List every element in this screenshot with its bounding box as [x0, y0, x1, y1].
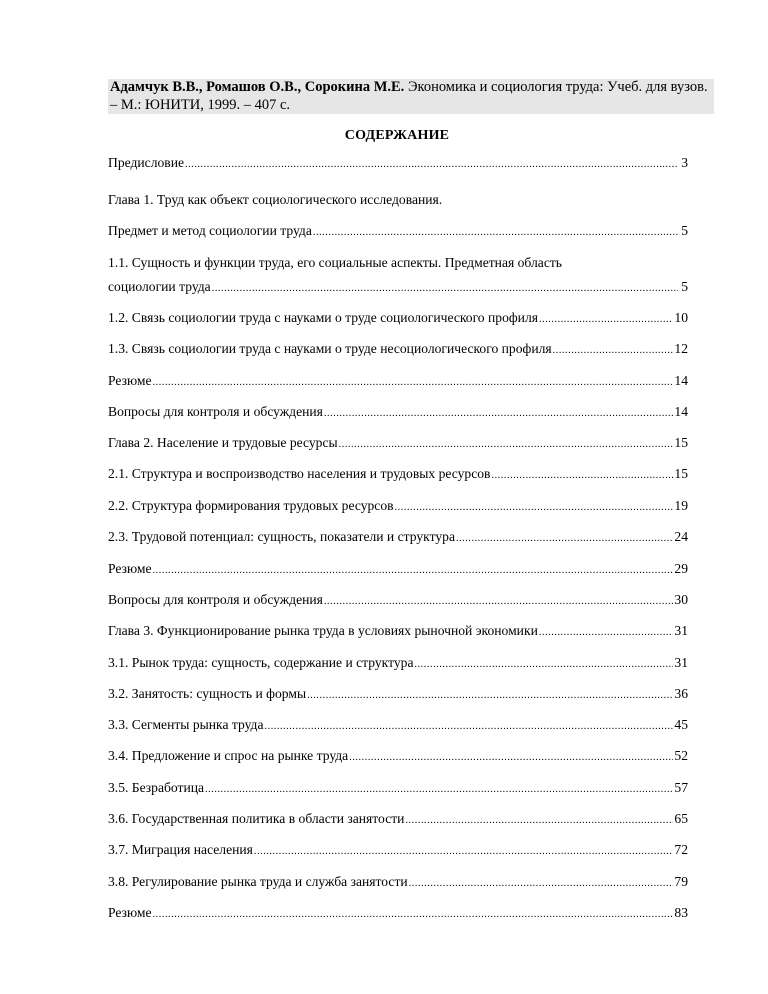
toc-entry-page: 5 [681, 223, 688, 238]
citation-authors: Адамчук В.В., Ромашов О.В., Сорокина М.Е. [110, 79, 405, 95]
toc-entry-page: 31 [674, 655, 688, 670]
toc-entry-page: 65 [674, 811, 688, 826]
dot-leader [395, 502, 674, 513]
dot-leader [456, 533, 673, 544]
dot-leader [349, 752, 673, 763]
toc-entry-label: 1.3. Связь социологии труда с науками о труде несоциологического профиля [108, 341, 552, 356]
toc-entry-page: 45 [674, 717, 688, 732]
toc-entry-label: Вопросы для контроля и обсуждения [108, 404, 323, 419]
toc-entry-page: 15 [674, 435, 688, 450]
toc-entry-3-7 [108, 842, 688, 862]
toc-entry-1-2 [108, 310, 688, 330]
toc-entry-preface [108, 155, 688, 175]
toc-entry-label: 3.2. Занятость: сущность и формы [108, 686, 307, 701]
toc-entry-label: 3.7. Миграция населения [108, 842, 253, 857]
toc-entry-2-2 [108, 498, 688, 518]
toc-entry-label: Глава 2. Население и трудовые ресурсы [108, 435, 338, 450]
toc-entry-summary-1 [108, 373, 688, 393]
toc-entry-label: Вопросы для контроля и обсуждения [108, 592, 323, 607]
toc-entry-page: 79 [674, 874, 688, 889]
toc-entry-label: 3.8. Регулирование рынка труда и служба занятости [108, 874, 408, 889]
toc-entry-3-6 [108, 811, 688, 831]
toc-entry-label: Предмет и метод социологии труда [108, 223, 312, 238]
citation-details: Экономика и социология труда: Учеб. для вузов. – М.: ЮНИТИ, 1999. – 407 с. [110, 79, 708, 113]
dot-leader [414, 659, 673, 670]
toc-entry-3-8 [108, 874, 688, 894]
dot-leader [153, 909, 674, 920]
dot-leader [265, 721, 674, 732]
dot-leader [324, 408, 673, 419]
dot-leader [205, 784, 673, 795]
book-citation [108, 79, 714, 114]
toc-entry-summary-3 [108, 905, 688, 925]
toc-entry-3-4 [108, 748, 688, 768]
toc-entry-page: 72 [674, 842, 688, 857]
toc-entry-label: 1.2. Связь социологии труда с науками о труде социологического профиля [108, 310, 538, 325]
toc-entry-questions-1 [108, 404, 688, 424]
toc-entry-label: Предисловие [108, 155, 185, 170]
toc-entry-ch1-subject [108, 223, 688, 243]
toc-entry-2-1 [108, 466, 688, 486]
toc-entry-label: 3.6. Государственная политика в области занятости [108, 811, 405, 826]
toc-entry-3-2 [108, 686, 688, 706]
dot-leader [539, 314, 673, 325]
toc-entry-1-3 [108, 341, 688, 361]
dot-leader [553, 345, 674, 356]
toc-entry-1-1-line1: 1.1. Сущность и функции труда, его социальные аспекты. Предметная область [108, 255, 562, 270]
toc-entry-summary-2 [108, 561, 688, 581]
dot-leader [491, 470, 673, 481]
dot-leader [539, 627, 674, 638]
toc-entry-page: 5 [681, 279, 688, 294]
toc-entry-page: 19 [674, 498, 688, 513]
toc-entry-3-1 [108, 655, 688, 675]
toc-entry-page: 36 [674, 686, 688, 701]
toc-entry-label: 3.1. Рынок труда: сущность, содержание и структура [108, 655, 414, 670]
toc-entry-label: социологии труда [108, 279, 211, 294]
dot-leader [405, 815, 673, 826]
toc-entry-3-3 [108, 717, 688, 737]
dot-leader [307, 690, 673, 701]
toc-entry-page: 14 [674, 404, 688, 419]
toc-entry-label: 3.5. Безработица [108, 780, 205, 795]
dot-leader [153, 377, 674, 388]
toc-entry-label: 2.2. Структура формирования трудовых ресурсов [108, 498, 394, 513]
dot-leader [313, 227, 678, 238]
toc-entry-page: 24 [674, 529, 688, 544]
toc-entry-page: 29 [674, 561, 688, 576]
toc-entry-page: 52 [674, 748, 688, 763]
toc-entry-label: 3.4. Предложение и спрос на рынке труда [108, 748, 349, 763]
toc-entry-label: Глава 3. Функционирование рынка труда в условиях рыночной экономики [108, 623, 538, 638]
toc-entry-label: 3.3. Сегменты рынка труда [108, 717, 264, 732]
dot-leader [212, 283, 678, 294]
dot-leader [254, 846, 673, 857]
toc-entry-page: 15 [674, 466, 688, 481]
dot-leader [153, 565, 674, 576]
toc-entry-chapter-2 [108, 435, 688, 455]
toc-entry-label: Резюме [108, 373, 152, 388]
toc-entry-page: 30 [674, 592, 688, 607]
toc-entry-page: 10 [674, 310, 688, 325]
toc-entry-3-5 [108, 780, 688, 800]
dot-leader [339, 439, 674, 450]
toc-entry-label: Резюме [108, 905, 152, 920]
toc-entry-chapter-3 [108, 623, 688, 643]
dot-leader [324, 596, 673, 607]
toc-title: СОДЕРЖАНИЕ [344, 128, 450, 143]
toc-entry-label: 2.3. Трудовой потенциал: сущность, показатели и структура [108, 529, 455, 544]
toc-chapter-1-title: Глава 1. Труд как объект социологического исследования. [108, 192, 443, 207]
toc-entry-page: 3 [681, 155, 688, 170]
toc-entry-1-1 [108, 279, 688, 299]
toc-entry-page: 83 [674, 905, 688, 920]
toc-entry-page: 31 [674, 623, 688, 638]
toc-entry-page: 12 [674, 341, 688, 356]
dot-leader [185, 159, 678, 170]
toc-entry-label: Резюме [108, 561, 152, 576]
toc-entry-label: 2.1. Структура и воспроизводство населения и трудовых ресурсов [108, 466, 491, 481]
toc-entry-2-3 [108, 529, 688, 549]
toc-entry-page: 14 [674, 373, 688, 388]
dot-leader [409, 878, 674, 889]
toc-entry-questions-2 [108, 592, 688, 612]
toc-entry-page: 57 [674, 780, 688, 795]
